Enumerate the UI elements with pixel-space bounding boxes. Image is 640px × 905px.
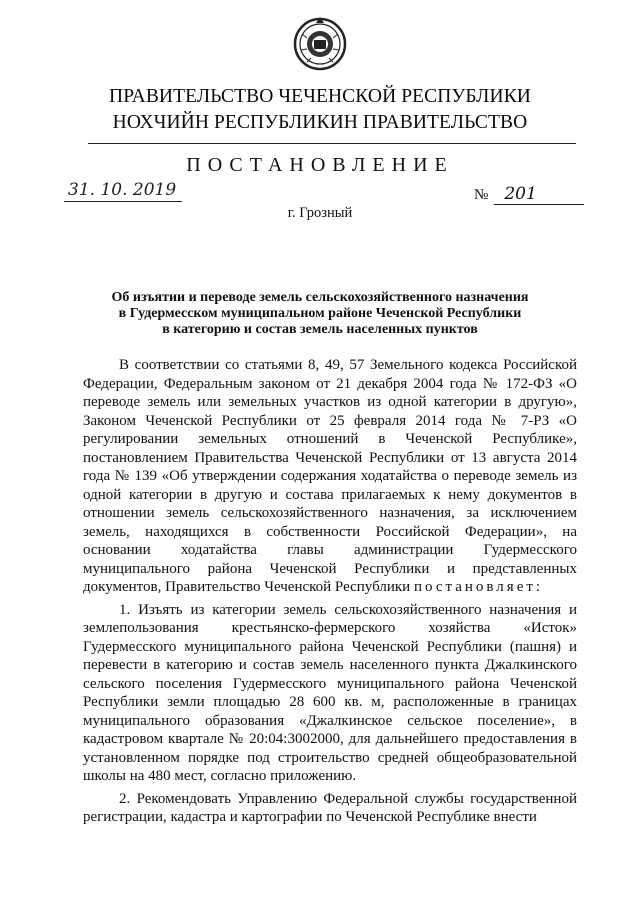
document-body — [83, 356, 577, 831]
government-name-chechen: НОХЧИЙН РЕСПУБЛИКИН ПРАВИТЕЛЬСТВО — [112, 112, 528, 133]
document-city: г. Грозный — [287, 205, 353, 221]
item-2-paragraph: 2. Рекомендовать Управлению Федеральной службы государственной регистрации, кадастра и картографии по Чеченской Республике внести — [83, 790, 577, 825]
preamble-paragraph — [83, 356, 577, 597]
title-line-2: в Гудермесском муниципальном районе Чеченской Республики — [118, 306, 522, 321]
decree-word: постановляет: — [413, 579, 544, 595]
header-divider — [88, 143, 576, 144]
preamble-text: В соответствии со статьями 8, 49, 57 Земельного кодекса Российской Федерации, Федеральным законом от 21 декабря 2004 года № 172-ФЗ «О переводе земель или земельных участков из одной категории в другую», Законом Чеченской Республики от 25 февраля 2014 года № 7-РЗ «О регулировании земельных отношений в Чеченской Республике», постановлением Правительства Чеченской Республики от 13 августа 2014 года № 139 «Об утверждении содержания ходатайства о переводе земель из одной категории в другую и состава прилагаемых к нему документов в отношении земель сельскохозяйственного назначения, за исключением земель, находящихся в собственности Российской Федерации», на основании ходатайства главы администрации Гудермесского муниципального района Чеченской Республики и представленных документов, Правительство Чеченской Республики — [83, 357, 577, 595]
title-line-1: Об изъятии и переводе земель сельскохозяйственного назначения — [111, 290, 529, 305]
chechen-republic-emblem-icon — [293, 14, 347, 72]
document-date: 31. 10. 2019 — [64, 179, 182, 202]
document-number-block — [474, 184, 584, 205]
document-type: ПОСТАНОВЛЕНИЕ — [186, 154, 454, 176]
item-1-paragraph: 1. Изъять из категории земель сельскохозяйственного назначения и землепользования крестьянско-фермерского хозяйства «Исток» Гудермесского муниципального района Чеченской Республики (пашня) и перевести в категорию и состав земель населенного пункта Джалкинского сельского поселения Гудермесского муниципального района Чеченской Республики земли площадью 28 600 кв. м, расположенные в границах муниципального образования «Джалкинское сельское поселение», в кадастровом квартале № 20:04:3002000, для дальнейшего предоставления в установленном порядке под строительство средней общеобразовательной школы на 480 мест, согласно приложению. — [83, 601, 577, 784]
document-title — [60, 290, 580, 338]
government-name-russian: ПРАВИТЕЛЬСТВО ЧЕЧЕНСКОЙ РЕСПУБЛИКИ — [109, 86, 531, 107]
title-line-3: в категорию и состав земель населенных пунктов — [162, 322, 478, 337]
document-number: 201 — [494, 184, 584, 205]
number-label: № — [474, 187, 489, 203]
